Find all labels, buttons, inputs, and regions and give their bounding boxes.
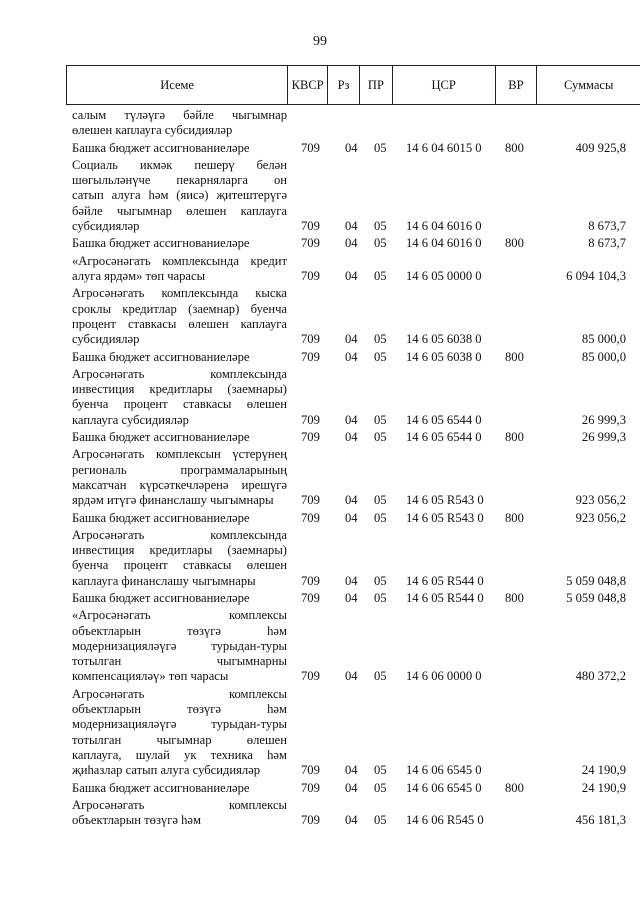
row-kvsr: 709: [301, 412, 320, 427]
row-csr: 14 6 05 R543 0: [406, 493, 484, 508]
row-rz: 04: [345, 813, 358, 828]
row-csr: 14 6 06 R545 0: [406, 813, 484, 828]
row-pr: 05: [374, 236, 387, 251]
row-kvsr: 709: [301, 669, 320, 684]
row-rz: 04: [345, 763, 358, 778]
row-kvsr: 709: [301, 219, 320, 234]
row-name-line: процент ставкасы өлешен каплауга: [72, 316, 287, 331]
header-csr: ЦСР: [393, 66, 496, 104]
row-rz: 04: [345, 493, 358, 508]
row-name-line: «Агросәнәгать комплексы: [72, 608, 287, 623]
row-name: [72, 781, 287, 796]
row-name-line: Башка бюджет ассигнованиеләре: [72, 140, 250, 155]
row-name-line: объектларын төзүгә һәм: [72, 702, 287, 717]
row-csr: 14 6 04 6016 0: [406, 236, 482, 251]
row-name-line: җиһазлар сатып алуга субсидияләр: [72, 763, 261, 778]
row-sum: 85 000,0: [581, 349, 626, 364]
row-name: [72, 141, 287, 156]
header-name: Исеме: [67, 66, 288, 104]
row-name-line: субсидияләр: [72, 219, 140, 234]
row-sum: 5 059 048,8: [566, 573, 626, 588]
row-rz: 04: [345, 349, 358, 364]
row-sum: 26 999,3: [581, 412, 626, 427]
row-name-line: региональ программаларының: [72, 462, 287, 477]
row-kvsr: 709: [301, 493, 320, 508]
row-name-line: модернизацияләүгә турыдан-туры: [72, 717, 287, 732]
row-pr: 05: [374, 219, 387, 234]
row-name: [72, 528, 287, 589]
row-name-line: Агросәнәгать комплексы: [72, 797, 287, 812]
row-name-line: алуга ярдәм» төп чарасы: [72, 268, 206, 283]
row-pr: 05: [374, 763, 387, 778]
row-vr: 800: [505, 510, 524, 525]
row-pr: 05: [374, 780, 387, 795]
row-csr: 14 6 05 R544 0: [406, 591, 484, 605]
row-pr: 05: [374, 573, 387, 588]
row-kvsr: 709: [301, 763, 320, 778]
row-name: [72, 108, 287, 139]
row-sum: 480 372,2: [575, 669, 626, 684]
row-sum: 26 999,3: [581, 430, 626, 444]
row-name-line: Башка бюджет ассигнованиеләре: [72, 236, 250, 251]
row-csr: 14 6 05 6544 0: [406, 430, 482, 444]
row-pr: 05: [374, 349, 387, 364]
row-vr: 800: [505, 780, 524, 795]
row-vr: 800: [505, 140, 524, 155]
row-name-line: объектларын төзүгә һәм: [72, 623, 287, 638]
row-name-line: модернизацияләүгә турыдан-туры: [72, 638, 287, 653]
row-sum: 24 190,9: [581, 780, 626, 795]
row-name-line: Башка бюджет ассигнованиеләре: [72, 780, 250, 795]
row-pr: 05: [374, 493, 387, 508]
row-pr: 05: [374, 332, 387, 347]
row-pr: 05: [374, 813, 387, 828]
row-sum: 5 059 048,8: [566, 591, 626, 605]
row-vr: 800: [505, 430, 524, 444]
row-csr: 14 6 05 0000 0: [406, 268, 482, 283]
row-name-line: сроклы кредитлар (заемнар) буенча: [72, 301, 287, 316]
header-rz: Рз: [328, 66, 360, 104]
row-sum: 8 673,7: [588, 219, 626, 234]
row-csr: 14 6 05 R543 0: [406, 510, 484, 525]
row-name: [72, 350, 287, 365]
row-name: [72, 687, 287, 779]
row-pr: 05: [374, 591, 387, 605]
row-name-line: компенсацияләү» төп чарасы: [72, 669, 229, 684]
page-number: 99: [313, 34, 327, 49]
row-rz: 04: [345, 219, 358, 234]
row-name-line: сатып алуга һәм (яисә) җитештерүгә: [72, 188, 287, 203]
row-name-line: каплауга финанслашу чыгымнары: [72, 573, 256, 588]
row-name-line: максатчан күрсәткечләренә ирешүгә: [72, 477, 287, 492]
row-csr: 14 6 04 6016 0: [406, 219, 482, 234]
row-name-line: Башка бюджет ассигнованиеләре: [72, 591, 250, 605]
row-kvsr: 709: [301, 573, 320, 588]
header-vr: ВР: [496, 66, 538, 104]
row-csr: 14 6 06 6545 0: [406, 763, 482, 778]
row-name-line: инвестиция кредитлары (заемнары): [72, 382, 287, 397]
row-kvsr: 709: [301, 510, 320, 525]
row-sum: 24 190,9: [581, 763, 626, 778]
row-name: [72, 511, 287, 526]
row-name-line: Агросәнәгать комплексында кыска: [72, 286, 287, 301]
row-sum: 85 000,0: [581, 332, 626, 347]
row-name-line: объектларын төзүгә һәм: [72, 813, 201, 828]
row-pr: 05: [374, 510, 387, 525]
row-name-line: каплауга субсидияләр: [72, 412, 189, 427]
row-rz: 04: [345, 140, 358, 155]
row-name: [72, 591, 287, 606]
row-pr: 05: [374, 412, 387, 427]
row-name-line: Башка бюджет ассигнованиеләре: [72, 430, 250, 444]
row-rz: 04: [345, 669, 358, 684]
row-name: [72, 798, 287, 829]
row-csr: 14 6 06 0000 0: [406, 669, 482, 684]
row-sum: 6 094 104,3: [566, 268, 626, 283]
row-csr: 14 6 05 6038 0: [406, 332, 482, 347]
row-rz: 04: [345, 236, 358, 251]
row-name-line: Башка бюджет ассигнованиеләре: [72, 510, 250, 525]
row-name-line: өлешен каплауга субсидияләр: [72, 123, 233, 138]
row-kvsr: 709: [301, 813, 320, 828]
row-name-line: Агросәнәгать комплексын үстерүнең: [72, 447, 287, 462]
row-name: [72, 286, 287, 347]
row-vr: 800: [505, 236, 524, 251]
row-name: [72, 367, 287, 428]
row-rz: 04: [345, 268, 358, 283]
row-kvsr: 709: [301, 140, 320, 155]
row-name-line: тотылган чыгымнарны: [72, 654, 287, 669]
row-csr: 14 6 04 6015 0: [406, 140, 482, 155]
row-rz: 04: [345, 332, 358, 347]
header-kvsr: КВСР: [288, 66, 328, 104]
row-kvsr: 709: [301, 591, 320, 605]
row-kvsr: 709: [301, 268, 320, 283]
row-rz: 04: [345, 591, 358, 605]
row-kvsr: 709: [301, 349, 320, 364]
row-sum: 923 056,2: [575, 510, 626, 525]
row-name-line: Агросәнәгать комплексы: [72, 686, 287, 701]
row-name: [72, 254, 287, 285]
row-pr: 05: [374, 140, 387, 155]
row-name-line: буенча процент ставкасы өлешен: [72, 397, 287, 412]
row-kvsr: 709: [301, 236, 320, 251]
row-sum: 8 673,7: [588, 236, 626, 251]
row-rz: 04: [345, 412, 358, 427]
row-name-line: инвестиция кредитлары (заемнары): [72, 543, 287, 558]
row-rz: 04: [345, 510, 358, 525]
row-kvsr: 709: [301, 430, 320, 444]
row-rz: 04: [345, 780, 358, 795]
row-rz: 04: [345, 573, 358, 588]
row-pr: 05: [374, 268, 387, 283]
row-name-line: каплауга, шулай ук техника һәм: [72, 747, 287, 762]
row-kvsr: 709: [301, 780, 320, 795]
row-sum: 923 056,2: [575, 493, 626, 508]
row-name: [72, 236, 287, 251]
row-name-line: Агросәнәгать комплексында: [72, 366, 287, 381]
header-pr: ПР: [360, 66, 393, 104]
row-name-line: салым түләүгә бәйле чыгымнар: [72, 108, 287, 122]
row-vr: 800: [505, 349, 524, 364]
row-name: [72, 447, 287, 508]
row-vr: 800: [505, 591, 524, 605]
row-sum: 409 925,8: [575, 140, 626, 155]
row-name-line: субсидияләр: [72, 332, 140, 347]
row-rz: 04: [345, 430, 358, 444]
row-name-line: ярдәм итүгә финанслашу чыгымнары: [72, 493, 274, 508]
row-name-line: «Агросәнәгать комплексында кредит: [72, 253, 287, 268]
row-sum: 456 181,3: [575, 813, 626, 828]
row-name-line: Агросәнәгать комплексында: [72, 527, 287, 542]
row-name-line: шөгыльләнүче пекарняларга он: [72, 173, 287, 188]
row-name: [72, 430, 287, 445]
row-name-line: Башка бюджет ассигнованиеләре: [72, 349, 250, 364]
row-name-line: бәйле чыгымнар өлешен каплауга: [72, 203, 287, 218]
header-sum: Суммасы: [564, 77, 614, 92]
row-kvsr: 709: [301, 332, 320, 347]
row-name-line: тотылган чыгымнар өлешен: [72, 732, 287, 747]
row-name-line: Социаль икмәк пешерү белән: [72, 157, 287, 172]
row-name: [72, 608, 287, 684]
row-name-line: буенча процент ставкасы өлешен: [72, 558, 287, 573]
row-csr: 14 6 05 6544 0: [406, 412, 482, 427]
row-pr: 05: [374, 430, 387, 444]
row-csr: 14 6 05 6038 0: [406, 349, 482, 364]
row-csr: 14 6 05 R544 0: [406, 573, 484, 588]
row-pr: 05: [374, 669, 387, 684]
row-csr: 14 6 06 6545 0: [406, 780, 482, 795]
row-name: [72, 158, 287, 234]
